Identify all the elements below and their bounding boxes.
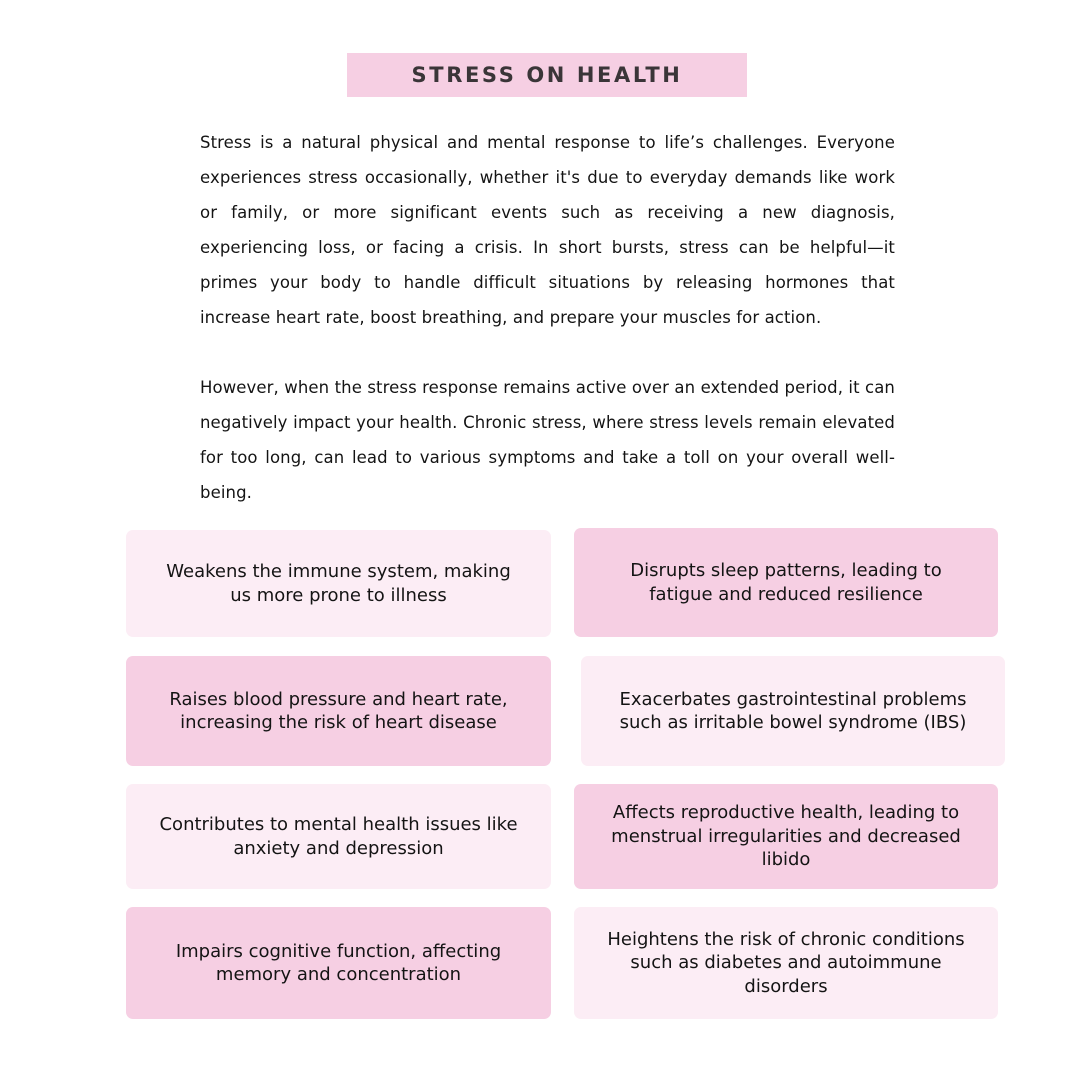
- intro-paragraph-2: However, when the stress response remains active over an extended period, it can negatively impact your health. Chronic stress, where stress levels remain elevated for too long, can lead to various symptoms and take a toll on your overall well-being.: [200, 378, 895, 502]
- effect-card-chronic: [574, 907, 998, 1019]
- intro-paragraph-1: Stress is a natural physical and mental response to life’s challenges. Everyone experiences stress occasionally, whether it's due to everyday demands like work or family, or more significant events such as receiving a new diagnosis, experiencing loss, or facing a crisis. In short bursts, stress can be helpful—it primes your body to handle difficult situations by releasing hormones that increase heart rate, boost breathing, and prepare your muscles for action.: [200, 133, 895, 327]
- effect-card-cognitive: [126, 907, 551, 1019]
- title-banner: [347, 53, 747, 97]
- effect-text: Impairs cognitive function, affecting memory and concentration: [175, 940, 502, 985]
- effect-text: Raises blood pressure and heart rate, increasing the risk of heart disease: [169, 688, 508, 733]
- effect-card-immune: [126, 530, 551, 637]
- page-title: STRESS ON HEALTH: [411, 63, 683, 87]
- effect-card-reproductive: [574, 784, 998, 889]
- effect-card-heart: [126, 656, 551, 766]
- intro-section: [200, 125, 895, 510]
- effect-text: Weakens the immune system, making us more prone to illness: [166, 561, 511, 606]
- effect-text: Heightens the risk of chronic conditions such as diabetes and autoimmune disorders: [607, 928, 965, 997]
- effect-text: Contributes to mental health issues like anxiety and depression: [159, 814, 518, 859]
- effect-text: Affects reproductive health, leading to menstrual irregularities and decreased libido: [611, 802, 961, 871]
- effect-text: Disrupts sleep patterns, leading to fatigue and reduced resilience: [630, 560, 942, 605]
- effect-card-sleep: [574, 528, 998, 637]
- effect-card-gastro: [581, 656, 1005, 766]
- effect-text: Exacerbates gastrointestinal problems such as irritable bowel syndrome (IBS): [619, 688, 967, 733]
- effect-card-mental: [126, 784, 551, 889]
